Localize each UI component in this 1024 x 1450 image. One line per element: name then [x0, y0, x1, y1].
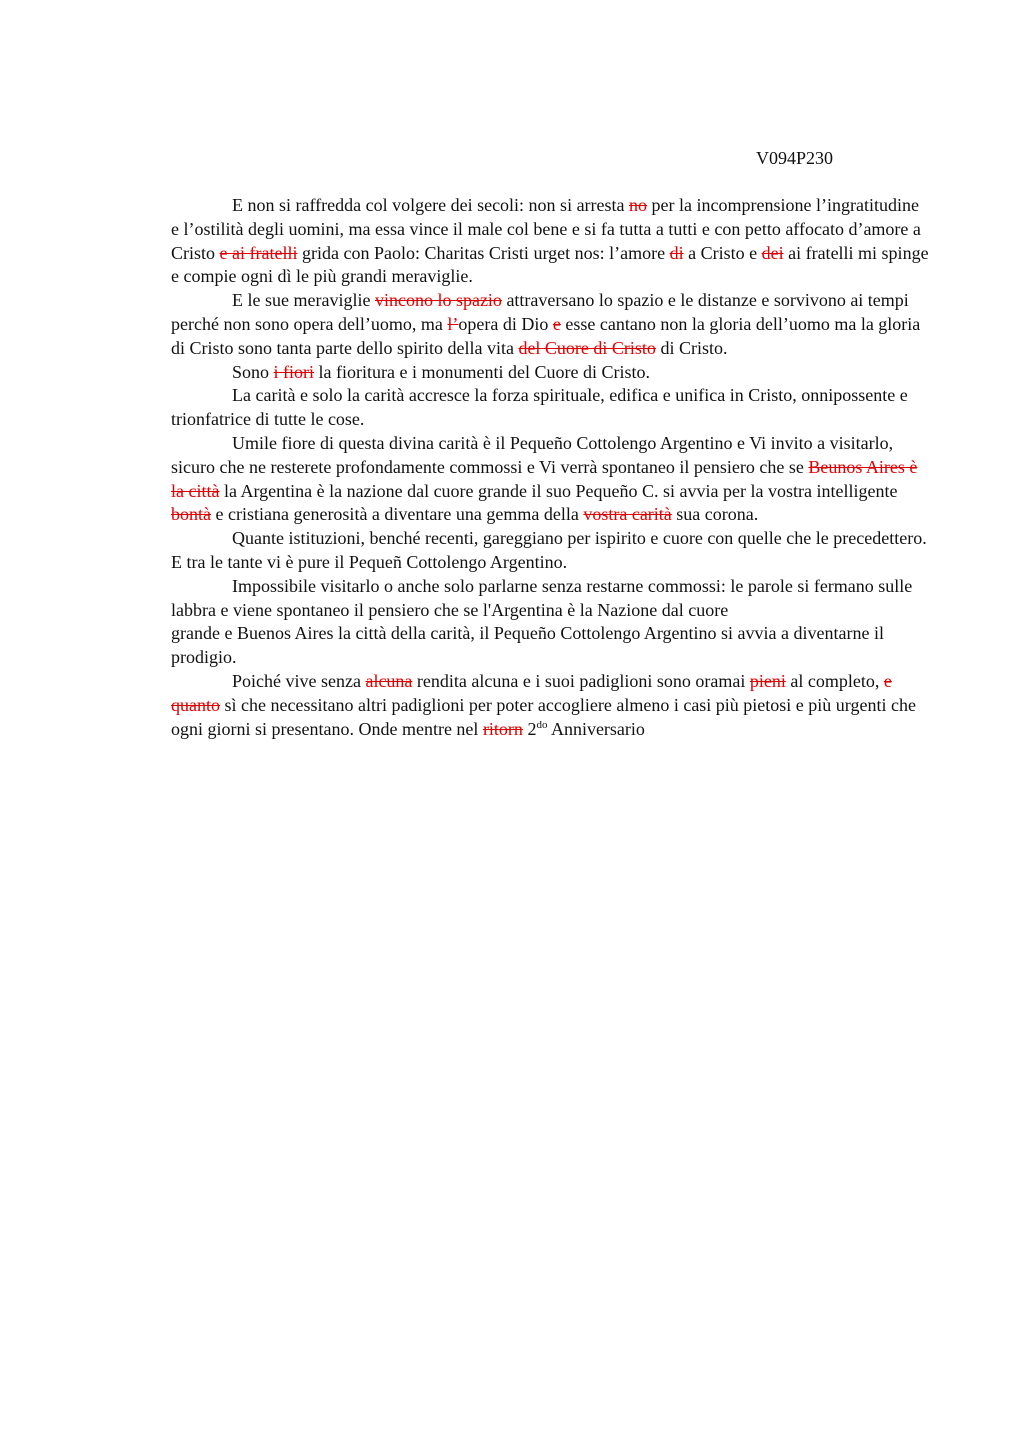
text-segment: la Argentina è la nazione dal cuore grande il suo Pequeño C. si avvia per la vostra intelligente — [219, 480, 898, 501]
text-segment: attraversano lo spazio e le distanze e sorvivono ai tempi perché non sono opera dell’uomo, ma — [171, 290, 909, 334]
deleted-text: alcuna — [365, 670, 413, 691]
text-segment: Impossibile visitarlo o anche solo parlarne senza restarne commossi: le parole si fermano sulle labbra e viene spontaneo il pensiero che se l'Argentina è la Nazione dal cuore — [171, 575, 913, 620]
text-segment: al completo, — [785, 670, 884, 691]
superscript-text: do — [536, 718, 548, 731]
text-segment: esse cantano non la gloria dell’uomo ma la gloria di Cristo sono tanta parte dello spirito della vita — [171, 313, 921, 358]
text-segment: Sono — [232, 361, 274, 382]
text-segment: e cristiana generosità a diventare una gemma della — [211, 504, 584, 525]
paragraph — [171, 384, 931, 432]
text-segment: la fioritura e i monumenti del Cuore di Cristo. — [314, 361, 650, 382]
text-segment: La carità e solo la carità accresce la forza spirituale, edifica e unifica in Cristo, onnipossente e trionfatrice di tutte le cose. — [171, 385, 908, 430]
deleted-text: e ai fratelli — [219, 242, 298, 263]
deleted-text: vincono lo spazio — [374, 290, 502, 311]
deleted-text: bontà — [171, 504, 211, 525]
deleted-text: del Cuore di Cristo — [518, 337, 656, 358]
text-segment: grande e Buenos Aires la città della carità, il Pequeño Cottolengo Argentino si avvia a diventarne il prodigio. — [171, 623, 884, 668]
paragraph — [171, 527, 931, 575]
text-segment: rendita alcuna e i suoi padiglioni sono oramai — [412, 670, 750, 691]
text-segment: opera di Dio — [458, 313, 553, 334]
paragraph — [171, 289, 931, 360]
paragraph — [171, 622, 931, 670]
deleted-text: e quanto — [171, 670, 892, 715]
deleted-text: dei — [761, 242, 784, 263]
text-segment: per la incomprensione l’ingratitudine e l’ostilità degli uomini, ma essa vince il male col bene e si fa tutta a tutti e con petto affocato d’amore a Cristo — [171, 195, 921, 263]
text-segment: ai fratelli mi spinge e compie ogni dì le più grandi meraviglie. — [171, 242, 929, 287]
text-segment: E non si raffredda col volgere dei secoli: non si arresta — [232, 195, 630, 215]
text-segment: grida con Paolo: Charitas Cristi urget nos: l’amore — [297, 242, 670, 263]
deleted-text: ritorn — [482, 718, 523, 739]
text-segment: 2 — [522, 718, 537, 739]
text-segment: sua corona. — [671, 504, 759, 525]
text-segment: E le sue meraviglie — [232, 290, 375, 311]
text-segment: Anniversario — [547, 718, 645, 739]
paragraph — [171, 361, 931, 385]
deleted-text: vostra carità — [583, 504, 672, 525]
text-segment: sì che necessitano altri padiglioni per poter accogliere almeno i casi più pietosi e più urgenti che ogni giorni si presentano. Onde mentre nel — [171, 694, 916, 739]
deleted-text: pieni — [749, 670, 786, 691]
deleted-text: di — [669, 242, 684, 263]
paragraph — [171, 670, 931, 741]
text-segment: Poiché vive senza — [232, 670, 366, 691]
paragraph — [171, 575, 931, 623]
paragraph — [171, 194, 931, 289]
deleted-text: i fiori — [273, 361, 315, 382]
text-segment: Umile fiore di questa divina carità è il Pequeño Cottolengo Argentino e Vi invito a visitarlo, sicuro che ne resterete profondamente commossi e Vi verrà spontaneo il pensiero che se — [171, 432, 894, 477]
page-identifier: V094P230 — [756, 148, 834, 168]
paragraph — [171, 432, 931, 527]
deleted-text: l’ — [447, 313, 459, 334]
text-segment: a Cristo e — [683, 242, 762, 263]
document-body — [171, 194, 931, 741]
text-segment: Quante istituzioni, benché recenti, gareggiano per ispirito e cuore con quelle che le precedettero. E tra le tante vi è pure il Pequeñ Cottolengo Argentino. — [171, 528, 927, 572]
deleted-text: no — [629, 195, 648, 215]
deleted-text: e — [552, 313, 561, 334]
text-segment: di Cristo. — [655, 337, 728, 358]
deleted-text: Beunos Aires è la città — [171, 456, 918, 501]
